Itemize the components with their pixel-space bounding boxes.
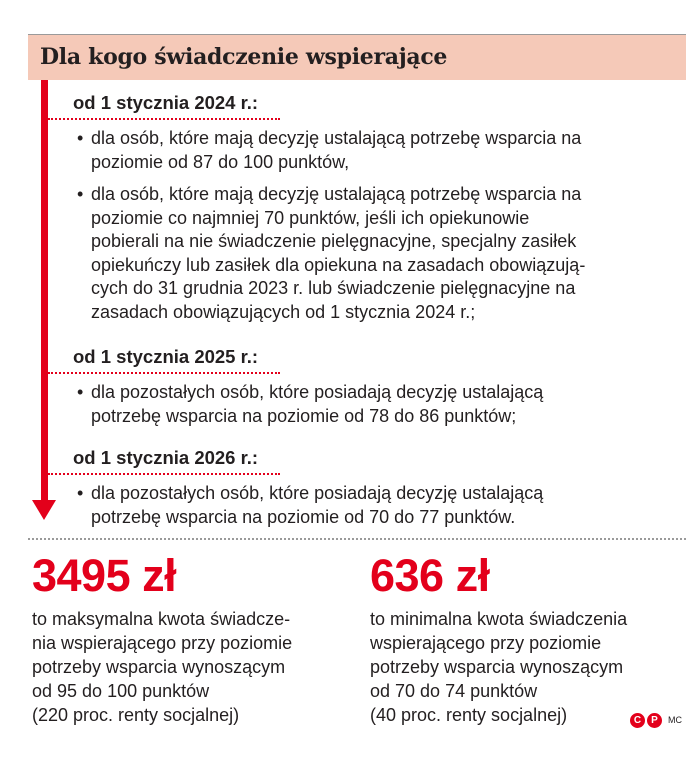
- bullet-line: dla pozostałych osób, które posiadają decyzję ustalającą: [91, 382, 544, 402]
- section-heading-2025: od 1 stycznia 2025 r.:: [73, 346, 259, 367]
- header-bar: [28, 34, 686, 80]
- bullet-line: potrzebę wsparcia na poziomie od 70 do 77 punktów.: [91, 506, 516, 527]
- bullet-icon: •: [77, 382, 84, 402]
- description-line: nia wspierającego przy poziomie: [32, 633, 293, 653]
- bullet-icon: •: [77, 483, 84, 503]
- section-divider-2025: [48, 372, 280, 374]
- bullet-line: poziomie co najmniej 70 punktów, jeśli ich opiekunowie: [91, 207, 530, 228]
- list-item: [77, 127, 677, 174]
- description-line: to maksymalna kwota świadcze-: [32, 609, 291, 629]
- max-amount: 3495 zł: [32, 550, 177, 601]
- p-logo-icon: P: [647, 713, 662, 728]
- list-item: [77, 183, 677, 324]
- min-amount-description: [370, 607, 690, 727]
- bullet-line: dla osób, które mają decyzję ustalającą potrzebę wsparcia na: [91, 184, 582, 204]
- page-title: Dla kogo świadczenie wspierające: [40, 44, 448, 70]
- section-divider-2024: [48, 118, 280, 120]
- section-heading-2026: od 1 stycznia 2026 r.:: [73, 447, 259, 468]
- list-item: [77, 381, 677, 428]
- description-line: od 70 do 74 punktów: [370, 681, 538, 701]
- timeline-arrow-head-icon: [32, 500, 56, 520]
- description-line: to minimalna kwota świadczenia: [370, 609, 628, 629]
- bullet-line: pobierali na nie świadczenie pielęgnacyjne, specjalny zasiłek: [91, 231, 577, 251]
- description-line: potrzeby wsparcia wynoszącym: [370, 657, 624, 677]
- author-initials: MC: [668, 715, 682, 725]
- bullet-icon: •: [77, 128, 84, 148]
- timeline-arrow-line: [41, 80, 48, 504]
- bullet-line: zasadach obowiązujących od 1 stycznia 2024 r.;: [91, 301, 476, 322]
- bullet-line: opiekuńczy lub zasiłek dla opiekuna na zasadach obowiązują-: [91, 254, 586, 275]
- description-line: od 95 do 100 punktów: [32, 681, 210, 701]
- bullet-icon: •: [77, 184, 84, 204]
- description-line: potrzeby wsparcia wynoszącym: [32, 657, 286, 677]
- min-amount: 636 zł: [370, 550, 490, 601]
- copyright-logo: [630, 712, 682, 728]
- bullet-line: poziomie od 87 do 100 punktów,: [91, 151, 350, 172]
- stats-divider: [28, 538, 686, 540]
- bullet-line: dla pozostałych osób, które posiadają decyzję ustalającą: [91, 483, 544, 503]
- section-divider-2026: [48, 473, 280, 475]
- description-line: wspierającego przy poziomie: [370, 633, 602, 653]
- bullet-line: dla osób, które mają decyzję ustalającą potrzebę wsparcia na: [91, 128, 582, 148]
- bullet-line: potrzebę wsparcia na poziomie od 78 do 86 punktów;: [91, 405, 517, 426]
- list-item: [77, 482, 677, 529]
- bullet-line: cych do 31 grudnia 2023 r. lub świadczenie pielęgnacyjne na: [91, 278, 576, 298]
- max-amount-description: [32, 607, 352, 727]
- c-logo-icon: C: [630, 713, 645, 728]
- description-line: (40 proc. renty socjalnej): [370, 705, 568, 725]
- section-heading-2024: od 1 stycznia 2024 r.:: [73, 92, 259, 113]
- description-line: (220 proc. renty socjalnej): [32, 705, 240, 725]
